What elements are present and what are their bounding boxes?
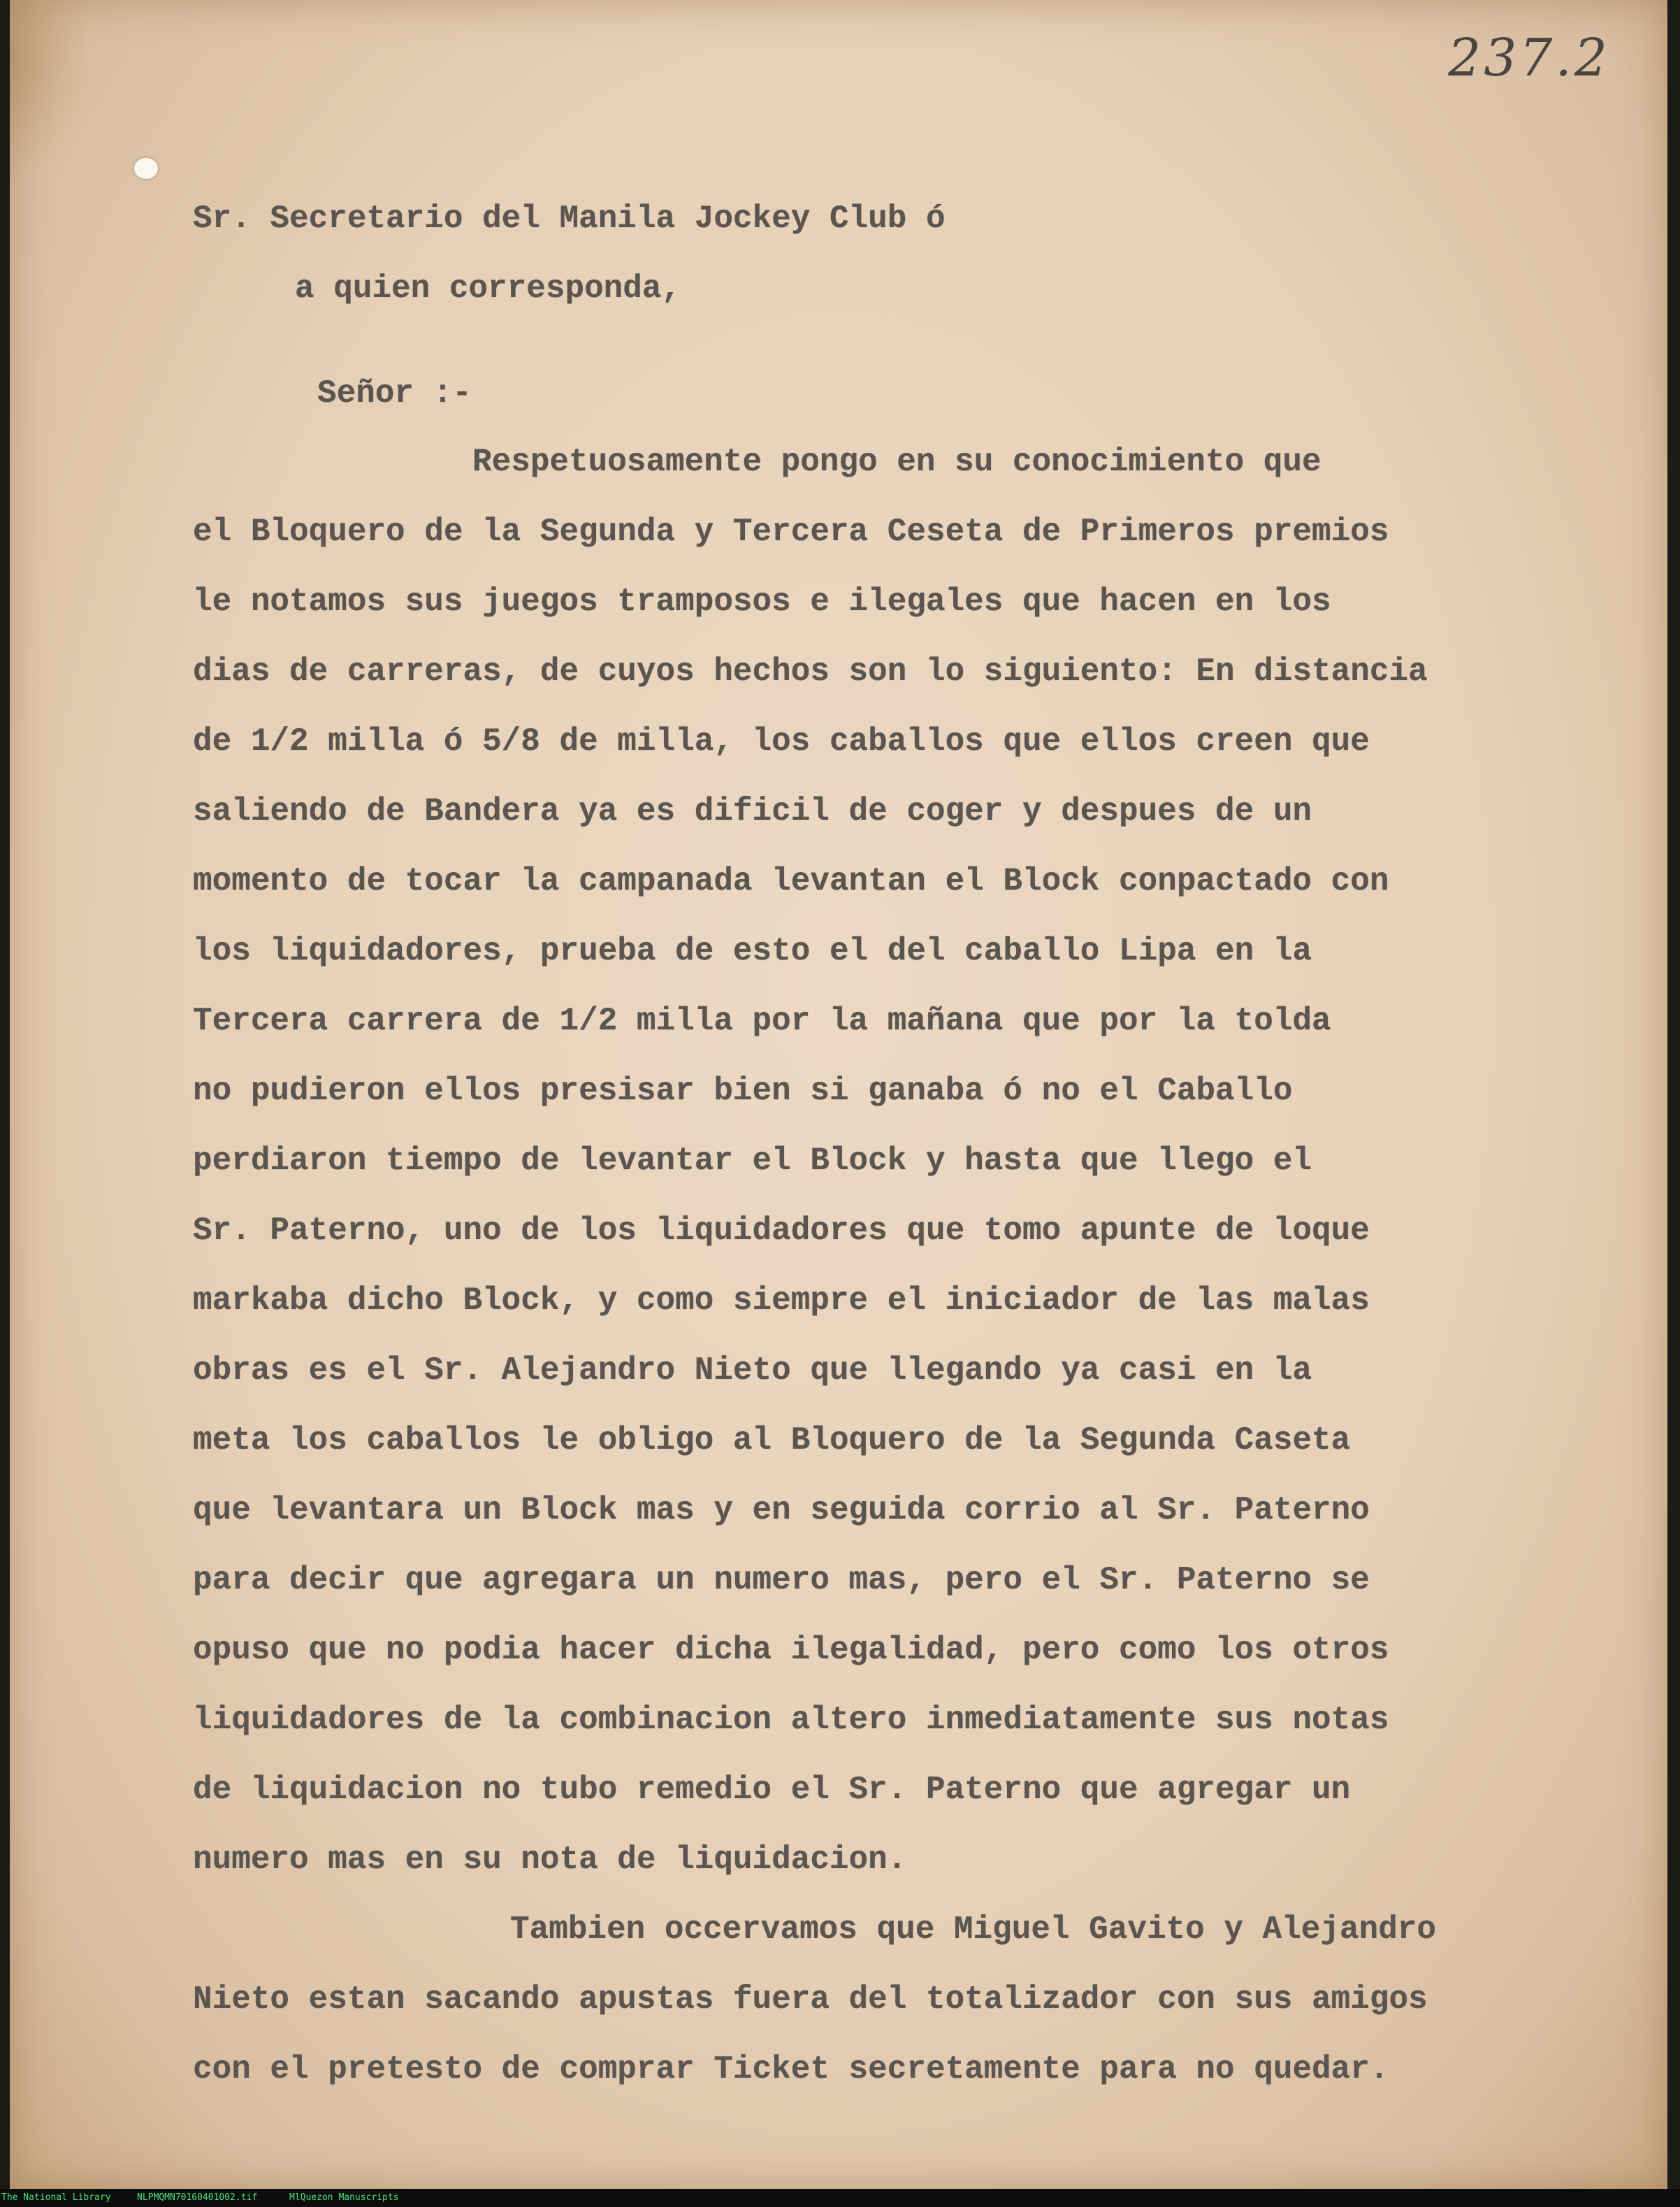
body-line: Nieto estan sacando apustas fuera del totalizador con sus amigos (193, 1981, 1428, 2018)
body-line: Tambien occervamos que Miguel Gavito y Alejandro (510, 1911, 1437, 1948)
body-line: de 1/2 milla ó 5/8 de milla, los caballos que ellos creen que (193, 723, 1370, 760)
body-line: opuso que no podia hacer dicha ilegalidad, pero como los otros (193, 1632, 1389, 1668)
footer-filename: NLPMQMN70160401002.tif (137, 2192, 258, 2203)
body-line: Tercera carrera de 1/2 milla por la mañana que por la tolda (193, 1003, 1331, 1039)
body-line: obras es el Sr. Alejandro Nieto que llegando ya casi en la (193, 1352, 1312, 1389)
salutation-line-1: Sr. Secretario del Manila Jockey Club ó (193, 201, 946, 237)
body-line: para decir que agregara un numero mas, pero el Sr. Paterno se (193, 1562, 1370, 1598)
body-line: perdiaron tiempo de levantar el Block y hasta que llego el (193, 1143, 1312, 1179)
body-line: numero mas en su nota de liquidacion. (193, 1841, 907, 1878)
body-line: los liquidadores, prueba de esto el del caballo Lipa en la (193, 933, 1312, 969)
body-line: le notamos sus juegos tramposos e ilegales que hacen en los (193, 584, 1331, 620)
punch-hole (134, 158, 158, 179)
footer-institution: The National Library (1, 2192, 111, 2203)
body-line: markaba dicho Block, y como siempre el iniciador de las malas (193, 1282, 1370, 1319)
footer-collection: MlQuezon Manuscripts (289, 2192, 399, 2203)
paper-stain (10, 0, 94, 182)
body-line: con el pretesto de comprar Ticket secretamente para no quedar. (193, 2051, 1389, 2087)
body-line: de liquidacion no tubo remedio el Sr. Paterno que agregar un (193, 1772, 1351, 1808)
body-line: que levantara un Block mas y en seguida corrio al Sr. Paterno (193, 1492, 1370, 1528)
salutation-line-2: a quien corresponda, (295, 270, 681, 307)
body-line: liquidadores de la combinacion altero inmediatamente sus notas (193, 1702, 1389, 1738)
body-line: Respetuosamente pongo en su conocimiento que (472, 444, 1321, 480)
folio-number: 237.2 (1448, 28, 1610, 88)
body-line: dias de carreras, de cuyos hechos son lo siguiento: En distancia (193, 653, 1428, 690)
greeting: Señor :- (317, 375, 472, 412)
body-line: meta los caballos le obligo al Bloquero de la Segunda Caseta (193, 1422, 1351, 1459)
body-line: no pudieron ellos presisar bien si ganaba ó no el Caballo (193, 1073, 1293, 1109)
body-line: el Bloquero de la Segunda y Tercera Ceseta de Primeros premios (193, 514, 1389, 550)
body-line: momento de tocar la campanada levantan el Block conpactado con (193, 863, 1389, 899)
document-page (10, 0, 1667, 2189)
body-line: Sr. Paterno, uno de los liquidadores que tomo apunte de loque (193, 1213, 1370, 1249)
scan-footer-bar (0, 2189, 1680, 2207)
body-line: saliendo de Bandera ya es dificil de coger y despues de un (193, 793, 1312, 830)
